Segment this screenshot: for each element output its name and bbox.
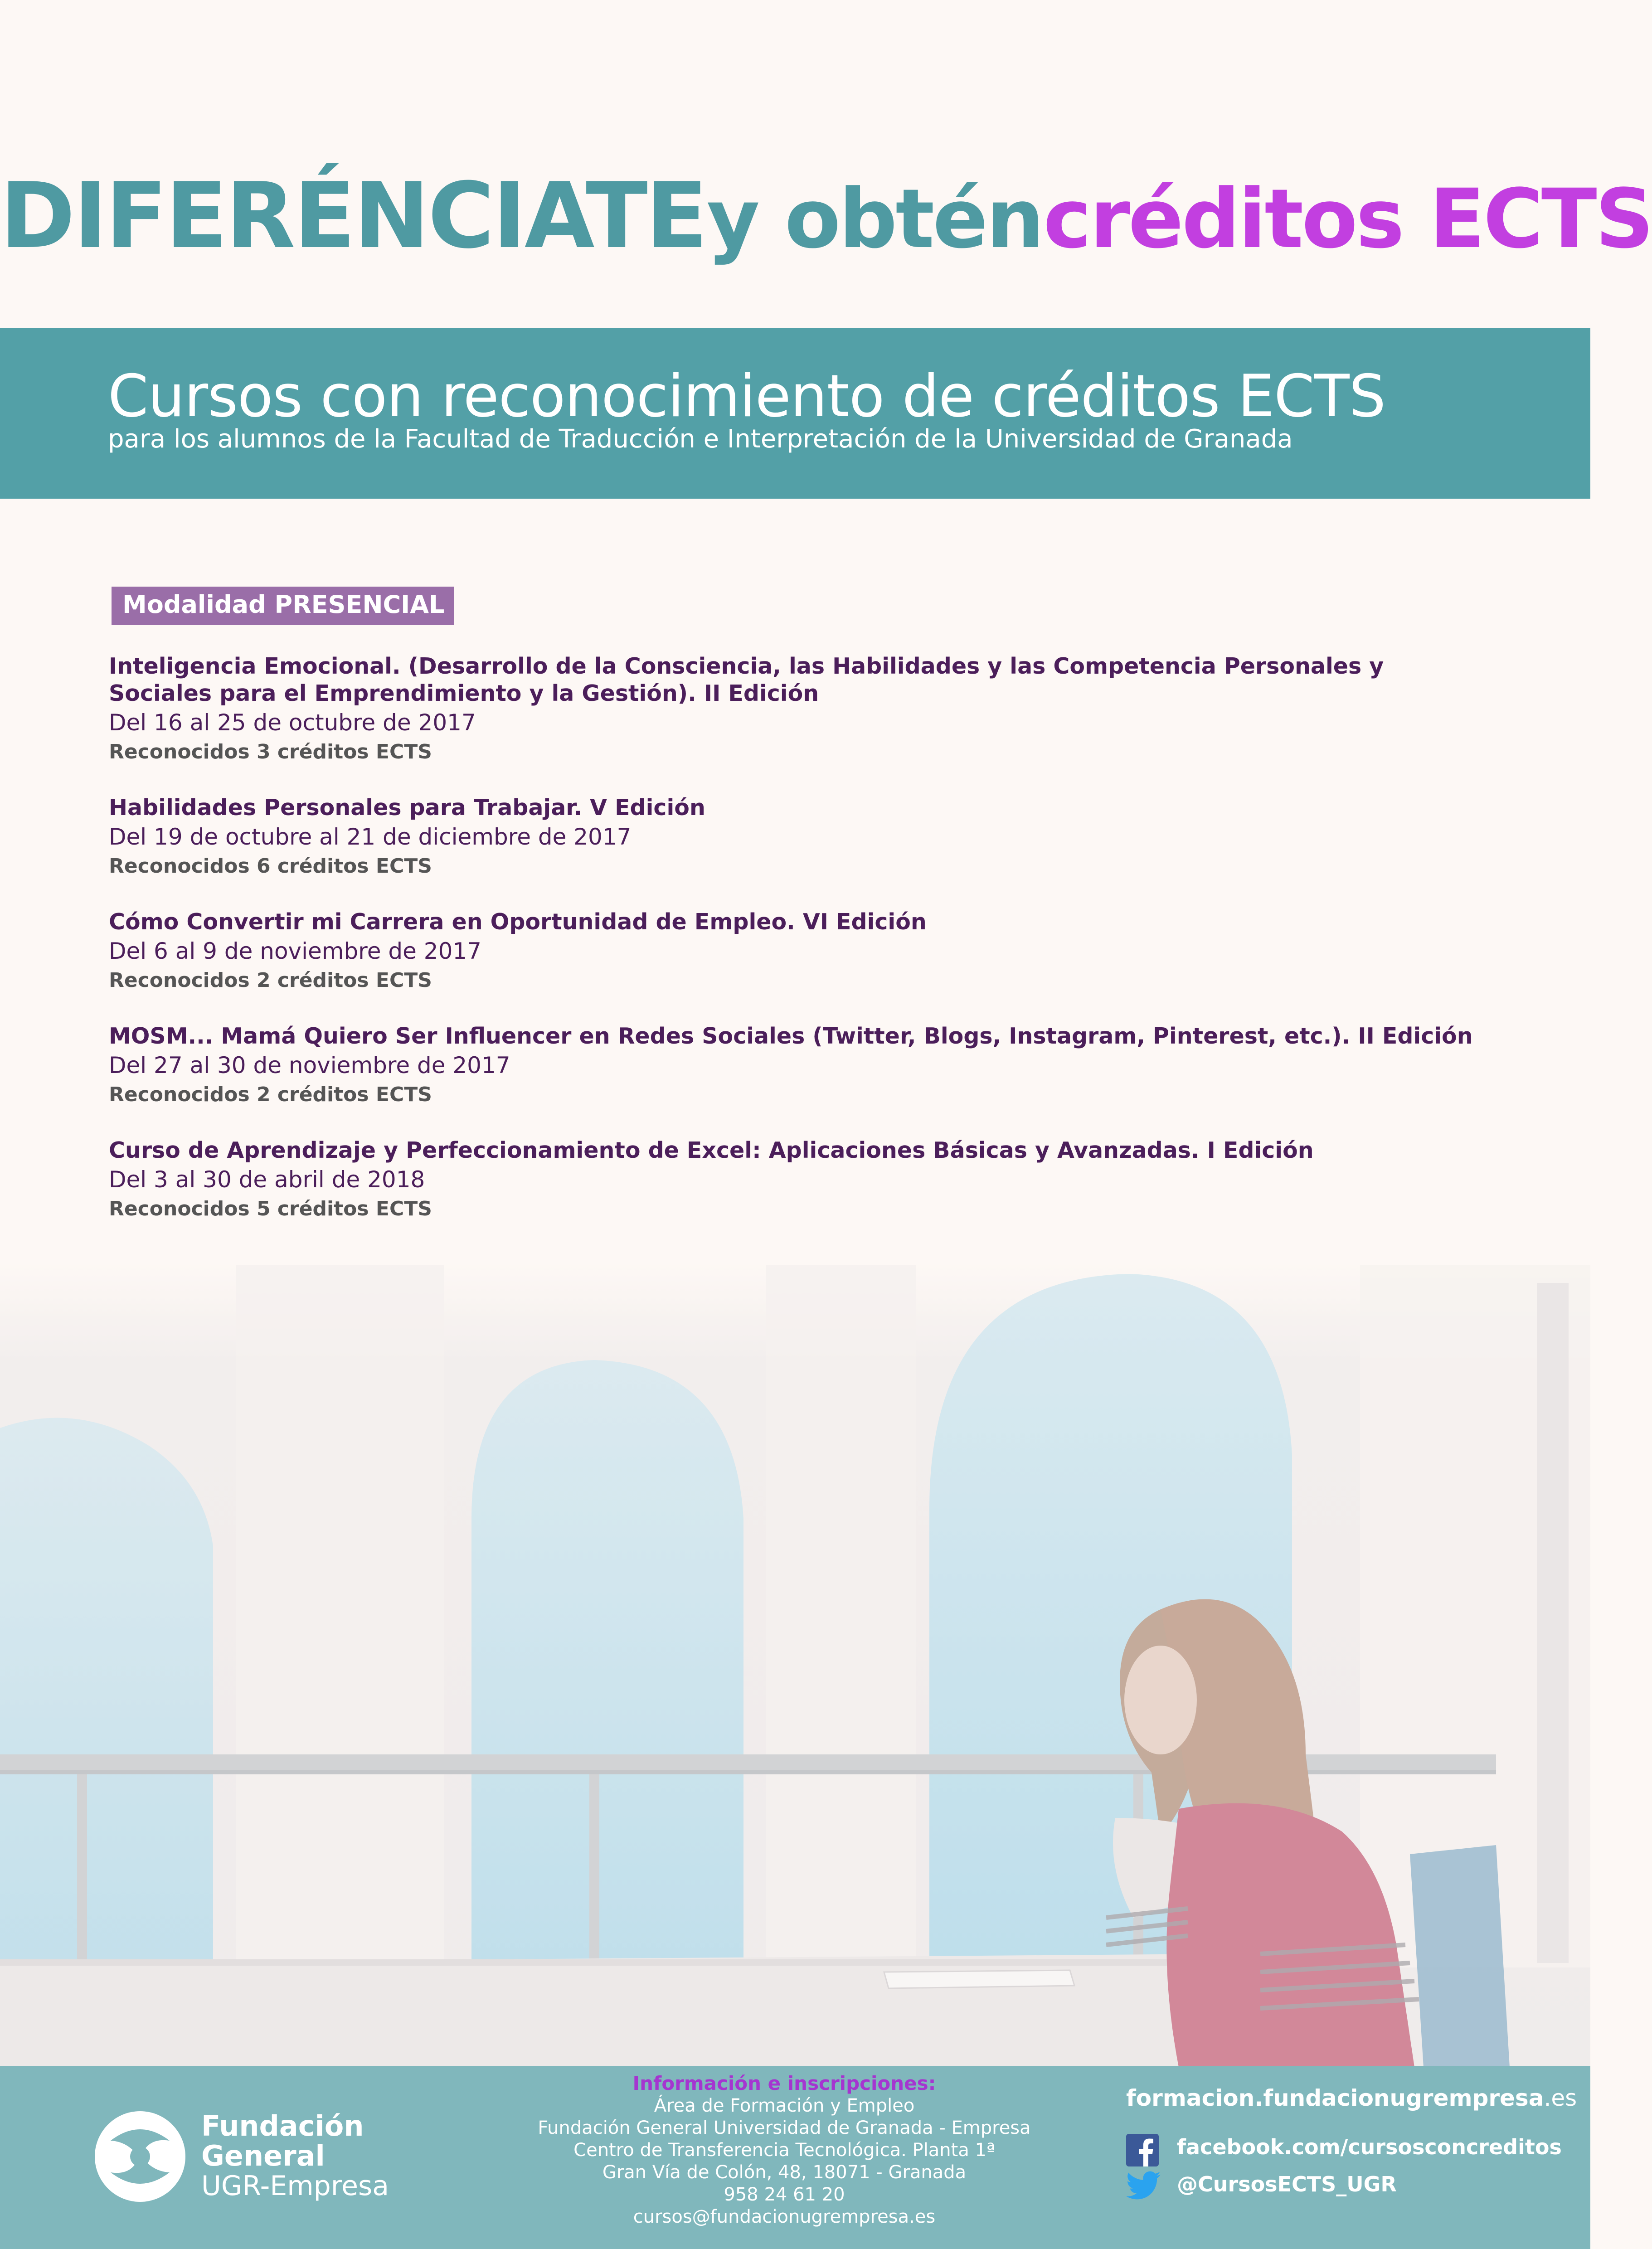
course-title: Cómo Convertir mi Carrera en Oportunidad de Empleo. VI Edición xyxy=(109,909,927,935)
course-credits: Reconocidos 3 créditos ECTS xyxy=(109,740,432,763)
logo-text xyxy=(201,2111,389,2201)
fundacion-logo-icon xyxy=(92,2109,188,2206)
course-item xyxy=(109,653,1478,766)
course-item xyxy=(109,1023,1478,1109)
course-dates: Del 27 al 30 de noviembre de 2017 xyxy=(109,1052,510,1078)
website-tld: .es xyxy=(1544,2085,1577,2111)
course-item xyxy=(109,794,1478,880)
contact-info xyxy=(453,2072,1115,2228)
headline-creditos-ects: créditos ECTS xyxy=(1043,172,1652,267)
twitter-icon xyxy=(1126,2171,1161,2202)
course-title: Habilidades Personales para Trabajar. V Edición xyxy=(109,795,705,821)
course-title: MOSM... Mamá Quiero Ser Influencer en Redes Sociales (Twitter, Blogs, Instagram, Pinterest, etc.). II Edición xyxy=(109,1023,1473,1049)
course-item xyxy=(109,908,1478,995)
course-list xyxy=(109,653,1478,1251)
band-title: Cursos con reconocimiento de créditos ECTS xyxy=(108,363,1385,430)
headline-diferenciate: DIFERÉNCIATE xyxy=(0,163,706,269)
logo-line-fundacion: Fundación xyxy=(201,2109,364,2142)
facebook-icon xyxy=(1126,2134,1159,2169)
band-subtitle: para los alumnos de la Facultad de Traducción e Interpretación de la Universidad de Granada xyxy=(108,424,1293,454)
twitter-handle: @CursosECTS_UGR xyxy=(1177,2172,1397,2196)
background-photo xyxy=(0,1265,1590,2067)
logo-line-general: General xyxy=(201,2139,325,2172)
classroom-illustration xyxy=(0,1265,1590,2067)
logo-line-ugr-empresa: UGR-Empresa xyxy=(201,2170,389,2202)
course-credits: Reconocidos 6 créditos ECTS xyxy=(109,855,432,878)
course-credits: Reconocidos 2 créditos ECTS xyxy=(109,1083,432,1106)
headline-y-obten: y obtén xyxy=(706,172,1043,267)
course-title: Inteligencia Emocional. (Desarrollo de la Consciencia, las Habilidades y las Competencia Personales y Sociales para el Emprendimiento y la Gestión). II Edición xyxy=(109,653,1384,706)
course-credits: Reconocidos 5 créditos ECTS xyxy=(109,1197,432,1220)
course-dates: Del 6 al 9 de noviembre de 2017 xyxy=(109,938,481,964)
website-link[interactable] xyxy=(1126,2085,1577,2111)
facebook-handle: facebook.com/cursosconcreditos xyxy=(1177,2135,1562,2159)
course-title: Curso de Aprendizaje y Perfeccionamiento de Excel: Aplicaciones Básicas y Avanzadas. I Edición xyxy=(109,1137,1314,1163)
info-email[interactable]: cursos@fundacionugrempresa.es xyxy=(633,2206,936,2227)
modality-badge: Modalidad PRESENCIAL xyxy=(112,587,454,625)
footer xyxy=(0,2066,1590,2249)
course-dates: Del 16 al 25 de octubre de 2017 xyxy=(109,709,476,736)
website-domain: formacion.fundacionugrempresa xyxy=(1126,2085,1544,2111)
course-credits: Reconocidos 2 créditos ECTS xyxy=(109,969,432,992)
info-address: Gran Vía de Colón, 48, 18071 - Granada xyxy=(602,2162,967,2183)
info-phone: 958 24 61 20 xyxy=(724,2184,845,2205)
info-title: Información e inscripciones: xyxy=(632,2072,936,2094)
info-organization: Fundación General Universidad de Granada - Empresa xyxy=(538,2118,1031,2138)
course-dates: Del 19 de octubre al 21 de diciembre de 2017 xyxy=(109,824,632,850)
course-item xyxy=(109,1137,1478,1223)
headline xyxy=(0,163,1652,269)
info-area: Área de Formación y Empleo xyxy=(654,2095,915,2116)
title-band xyxy=(0,328,1590,499)
course-dates: Del 3 al 30 de abril de 2018 xyxy=(109,1166,425,1193)
info-center: Centro de Transferencia Tecnológica. Planta 1ª xyxy=(573,2140,995,2161)
